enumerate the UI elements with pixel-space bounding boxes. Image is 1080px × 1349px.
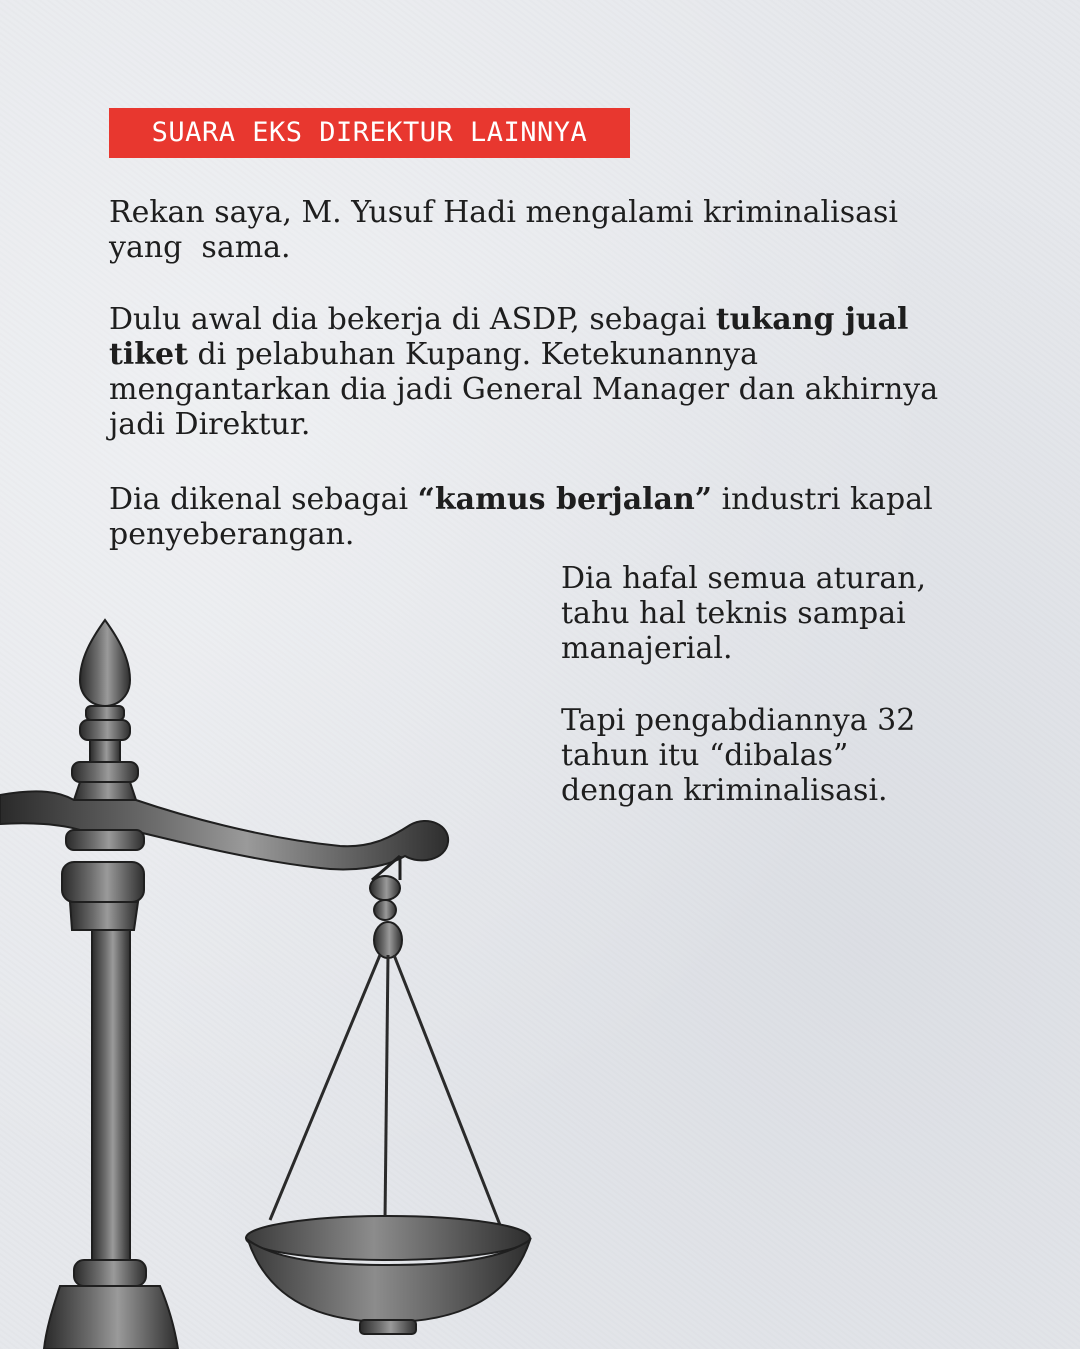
- paragraph-line: [109, 302, 938, 337]
- paragraph-line: [109, 337, 938, 372]
- paragraph-intro: [109, 195, 898, 265]
- paragraph-line: yang sama.: [109, 230, 291, 265]
- paragraph-line: mengantarkan dia jadi General Manager dan akhirnya: [109, 372, 939, 407]
- paragraph-line: tahu hal teknis sampai: [561, 596, 906, 631]
- paragraph-line: tahun itu “dibalas”: [561, 738, 849, 773]
- paragraph-reputation: [109, 482, 933, 552]
- paragraph-expertise: [561, 561, 926, 666]
- text-run: Dia dikenal sebagai: [109, 482, 418, 517]
- paragraph-line: manajerial.: [561, 631, 733, 666]
- text-run: di pelabuhan Kupang. Ketekunannya: [187, 337, 758, 372]
- section-tag: SUARA EKS DIREKTUR LAINNYA: [109, 108, 630, 158]
- bold-text: “kamus berjalan”: [417, 482, 713, 517]
- paragraph-line: Dia hafal semua aturan,: [561, 561, 927, 596]
- text-run: Dulu awal dia bekerja di ASDP, sebagai: [109, 302, 716, 337]
- bold-text: tiket: [109, 337, 188, 372]
- paragraph-line: penyeberangan.: [109, 517, 355, 552]
- bold-text: tukang jual: [715, 302, 909, 337]
- scales-of-justice-icon: [0, 610, 540, 1349]
- paragraph-line: dengan kriminalisasi.: [561, 773, 888, 808]
- text-run: industri kapal: [712, 482, 933, 517]
- paragraph-conclusion: [561, 703, 915, 808]
- paragraph-line: Tapi pengabdiannya 32: [561, 703, 916, 738]
- paragraph-line: [109, 482, 933, 517]
- paragraph-line: Rekan saya, M. Yusuf Hadi mengalami kriminalisasi: [109, 195, 898, 230]
- paragraph-line: jadi Direktur.: [109, 407, 311, 442]
- paragraph-career: [109, 302, 938, 442]
